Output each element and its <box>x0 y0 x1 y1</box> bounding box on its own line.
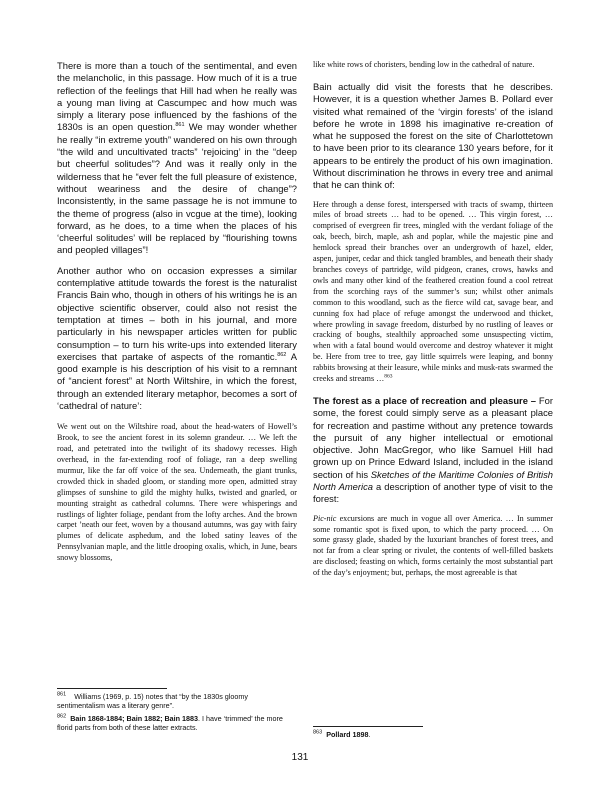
block-quote-wiltshire: We went out on the Wiltshire road, about the head-waters of Howell’s Brook, to see the ancient forest in its solemn grandeur. … We left the road, and petetrated into the twilight of its shadowy recesses. High overhead, in the far-extending roof of foliage, ran a deep swelling murmur, like the far off voice of the sea. Underneath, the giant trunks, crowded thick in shaded gloom, or standing more open, admitted stray glimpses of sunshine to gild the mighty hulks, twisted and gnarled, or mounting straight as cathedral columns. There were whisperings and rustlings of lighter foliage, pendant from the lofty arches. And the brown carpet ’neath our feet, woven by a thousand autumns, was gay with fairy plumes of delicate asphedum, and the lobed satiny leaves of the Pennsylvanian maple, and the little drooping oxalis, which, in June, bears snowy blossoms, <box>57 422 297 563</box>
right-column <box>313 60 553 579</box>
paragraph-text: There is more than a touch of the sentimental, and even the melancholic, in this passage. How much of it is a true reflection of the feelings that Hill had when he really was a young man living at Cascumpec and how much was simply a literary pose influenced by the fashions of the 1830s is an open question. <box>57 60 297 133</box>
footnote-862 <box>57 714 297 732</box>
block-quote-picnic <box>313 514 553 579</box>
footnote-citation: Bain 1868-1884; Bain 1882; Bain 1883 <box>70 714 199 723</box>
footnotes-right <box>313 726 553 743</box>
page-number: 131 <box>291 752 309 763</box>
footnote-ref-862[interactable]: 862 <box>277 351 287 358</box>
footnote-text: . I have ‘trimmed’ the more florid parts from both of these latter extracts. <box>57 714 283 732</box>
footnote-number: 861 <box>57 691 67 698</box>
block-quote-continuation: like white rows of choristers, bending low in the cathedral of nature. <box>313 60 535 69</box>
footnote-ref-861[interactable]: 861 <box>175 122 185 129</box>
paragraph-text: A good example is his description of his visit to a remnant of “ancient forest” at North Wiltshire, in which the forest, through an extended literary metaphor, becomes a sort of ‘cathedral of nature’: <box>57 350 297 412</box>
paragraph-text: Another author who on occasion expresses a similar contemplative attitude towards the forest is the naturalist Francis Bain who, though in others of his writings he is an objective scientific observer, could also not resist the temptation at times – both in his journal, and more particularly in his newspaper articles written for public consumption – to turn his write-ups into extended literary exercises that partake of aspects of the romantic. <box>57 264 297 362</box>
section-heading: The forest as a place of recreation and pleasure – <box>313 394 537 406</box>
paragraph-hill-sentiment <box>57 60 297 257</box>
footnote-text: . <box>368 730 371 739</box>
paragraph-text: For some, the forest could simply serve as a pleasant place for recreation and pastime without any pretence towards the pursuit of any higher intellectual or emotional objective. John MacGregor, who like Samuel Hill had grown up on Prince Edward Island, included in the island section of his <box>313 394 553 480</box>
footnote-number: 862 <box>57 713 67 720</box>
footnotes-left <box>57 688 297 736</box>
footnote-divider <box>57 688 167 689</box>
footnote-citation: Pollard 1898 <box>326 730 369 739</box>
footnote-divider <box>313 726 423 727</box>
paragraph-pollard: Bain actually did visit the forests that he describes. However, it is a question whether James B. Pollard ever visited what remained of the ‘virgin forests’ of the island before he wrote in 1898 his imaginative re-creation of what he supposed the forest on the site of Charlottetown to have been prior to its clearance 130 years before, for it appears to be entirely the product of his own imagination. Without discrimination he throws in every tree and animal that he can think of: <box>313 80 553 191</box>
paragraph-text: We may wonder whether he really “in extreme youth” wandered on his own through “the wild and uncultivated tracts” ‘rejoicing’ in the “deep but cheerful solitudes”? And was it really only in the wilderness that he “ever felt the full pleasure of existence, without weariness and the desire of change”? Inconsistently, in the same passage he is not immune to the theme of progress (also in vcgue at the time), looking forward, as he does, to a time when the places of his ‘cheerful solitudes’ will be replaced by “flourishing towns and peopled villages”! <box>57 121 297 256</box>
paragraph-text: a description of another type of visit to the forest: <box>313 481 553 505</box>
quote-italic-term: Pic-nic <box>313 513 337 523</box>
footnote-861 <box>57 692 297 710</box>
quote-text: Here through a dense forest, interspersed with tracts of swamp, thirteen miles of broad streets … had to be opened. … This virgin forest, … comprised of evergreen fir trees, mingled with the verdant foliage of the oak, beech, birch, maple, ash and poplar, while the majestic pine and hemlock spread their branches over an undergrowth of hazel, elder, aspen, juniper, cedar and thick tangled brambles, and beneath their shady branches coveys of partridge, wild pidgeon, cranes, crows, hawks and owls and many other kind of the feathered creation found a cool retreat from the scorching rays of the summer’s sun; whilst other animals common to this woodland, such as the fierce wild cat, savage bear, and cunning fox had place of refuge amongst the underwood and thicket, where prowling in savage freedom, disturbed by no rustling of leaves or cracking of boughs, stealthily approached some unsuspecting victim, when with a fatal bound would overcome and destroy whatever it might be. Here from tree to tree, gay little squirrels were leaping, and bonny rabbits browsing at their leasure, while minks and musk-rats swarmed the creeks and streams … <box>313 199 553 384</box>
quote-text: excursions are much in vogue all over America. … In summer some romantic spot is fixed upon, to which the party proceed. … On some grassy glade, shaded by the luxuriant branches of forest trees, and not far from a clear spring or rivulet, the contents of well-filled baskets are disclosed; feasting on which, forms certainly the most substantial part of the day’s enjoyment; but, perhaps, the most agreeable is that <box>313 513 553 578</box>
paragraph-recreation <box>313 395 553 506</box>
book-title: Sketches of the Maritime Colonies of British North America <box>313 468 554 493</box>
paragraph-bain-intro <box>57 265 297 413</box>
left-column <box>57 60 297 564</box>
footnote-863 <box>313 730 553 739</box>
footnote-ref-863[interactable]: 863 <box>384 373 393 380</box>
block-quote-charlottetown <box>313 200 553 385</box>
footnote-text: Williams (1969, p. 15) notes that “by the 1830s gloomy sentimentalism was a literary genre”. <box>57 692 248 710</box>
footnote-number: 863 <box>313 729 323 736</box>
